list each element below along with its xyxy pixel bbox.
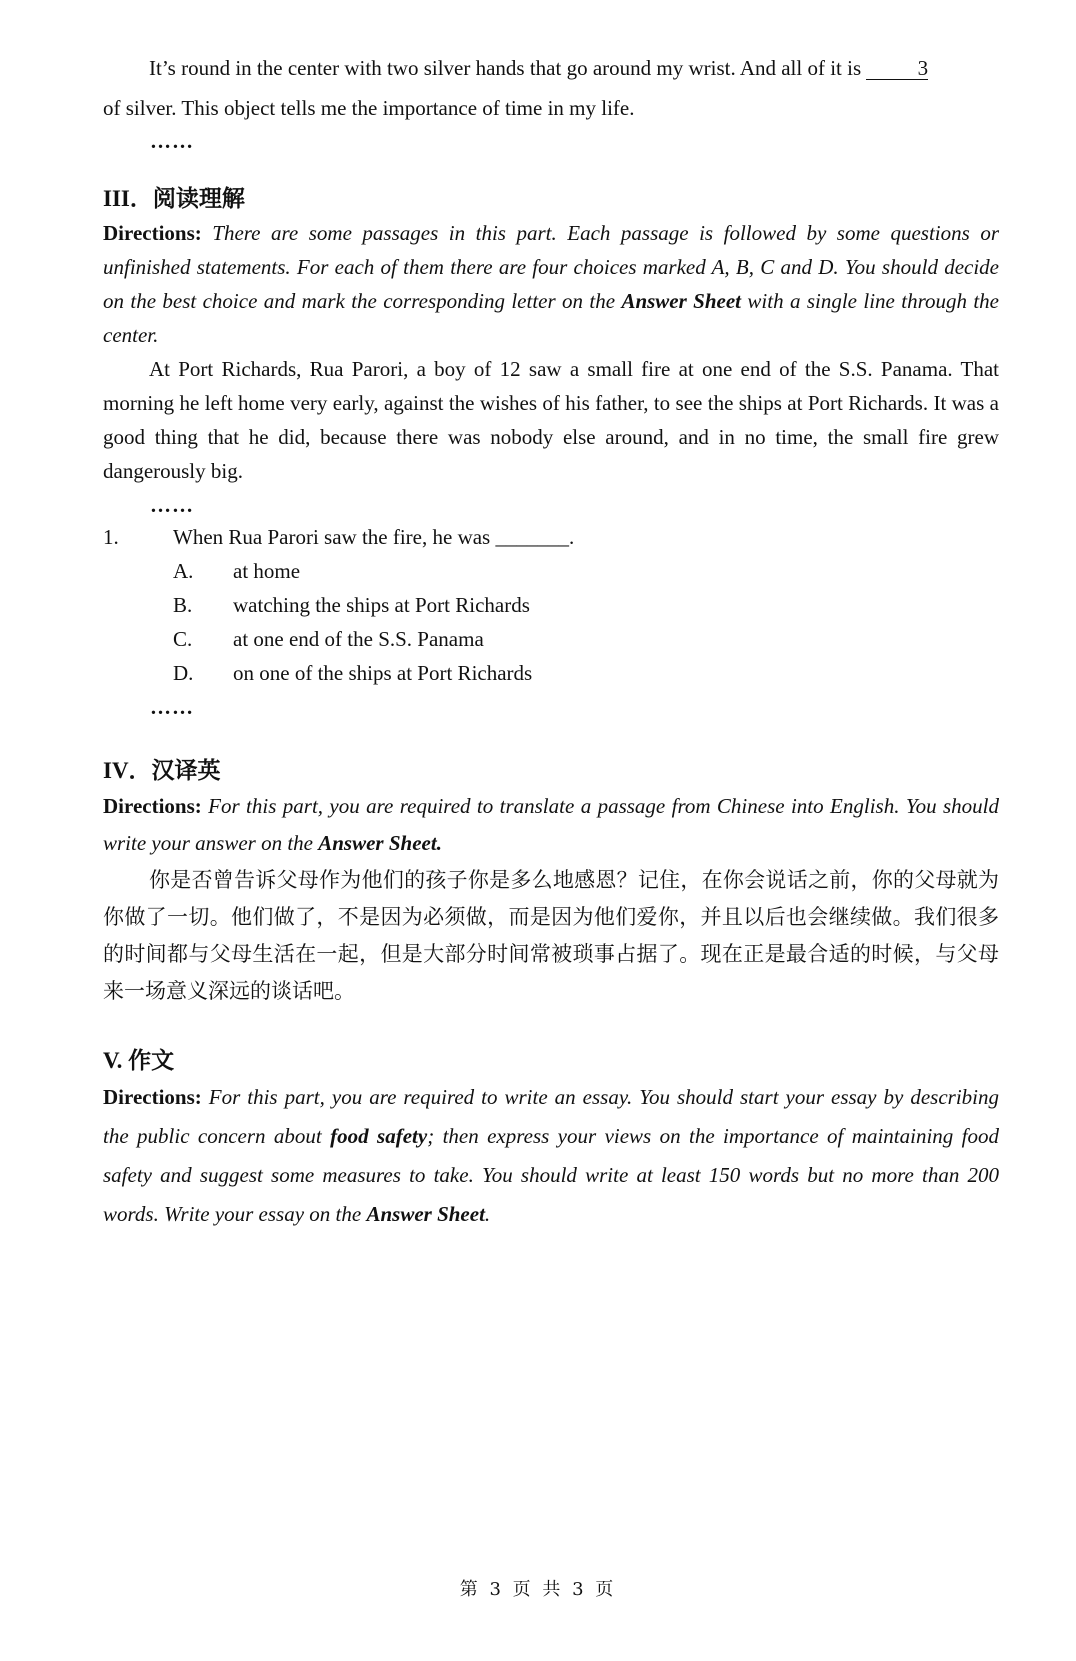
- directions-text-middle: ; then express your views on the importance of maintaining food safety and suggest some measures to take. You should write at least 150 words but no more than 200 words. Write your essay on the: [103, 1124, 999, 1226]
- option-text: at one end of the S.S. Panama: [233, 627, 484, 651]
- top-passage-line2: of silver. This object tells me the importance of time in my life.: [103, 96, 635, 120]
- directions-text: There are some passages in this part. Each passage is followed by some questions or unfinished statements. For each of them there are four choices marked A, B, C and D. You should decide on the best choice and mark the corresponding letter on the: [103, 221, 999, 313]
- directions-text: For this part, you are required to write an essay. You should start your essay by describing the public concern about: [103, 1085, 999, 1148]
- directions-text: For this part, you are required to translate a passage from Chinese into English. You should write your answer on the: [103, 794, 999, 855]
- directions-text-end: .: [484, 1202, 491, 1226]
- directions-text-end: with a single line through the center.: [103, 289, 999, 347]
- chinese-passage: 你是否曾告诉父母作为他们的孩子你是多么地感恩？记住，在你会说话之前，你的父母就为你做了一切。他们做了，不是因为必须做，而是因为他们爱你，并且以后也会继续做。我们很多的时间都与父母生活在一起，但是大部分时间常被琐事占据了。现在正是最合适的时候，与父母来一场意义深远的谈话吧。: [103, 868, 999, 1003]
- directions-label: Directions:: [103, 221, 202, 245]
- option-text: watching the ships at Port Richards: [233, 593, 530, 617]
- question-stem: When Rua Parori saw the fire, he was _______.: [173, 525, 575, 549]
- option-c: [103, 622, 999, 656]
- option-letter: D.: [173, 661, 194, 685]
- option-b: [103, 588, 999, 622]
- page-footer: 第 3 页 共 3 页: [459, 1579, 617, 1600]
- page-content: [103, 48, 999, 1234]
- section-title-reading: III．阅读理解: [103, 186, 245, 211]
- question-1: [103, 520, 999, 554]
- section-title-translation: IV．汉译英: [103, 758, 221, 783]
- directions-label: Directions:: [103, 1085, 202, 1109]
- ellipsis: ……: [150, 129, 194, 153]
- option-letter: C.: [173, 627, 193, 651]
- directions-label: Directions:: [103, 794, 202, 818]
- essay-directions: [103, 1078, 999, 1234]
- option-letter: B.: [173, 593, 193, 617]
- blank-3: [866, 57, 928, 80]
- answer-sheet-emphasis: Answer Sheet: [621, 289, 742, 313]
- option-text: on one of the ships at Port Richards: [233, 661, 533, 685]
- reading-passage: At Port Richards, Rua Parori, a boy of 12 saw a small fire at one end of the S.S. Panama. That morning he left home very early, against the wishes of his father, to see the ships at Port Richards. It was a good thing that he did, because there was nobody else around, and in no time, the small fire grew dangerously big.: [103, 357, 999, 483]
- answer-sheet-emphasis: Answer Sheet: [366, 1202, 485, 1226]
- food-safety-emphasis: food safety: [330, 1124, 428, 1148]
- section-title-essay: V. 作文: [103, 1048, 175, 1073]
- ellipsis: ……: [150, 493, 194, 517]
- question-number: 1.: [103, 525, 119, 549]
- blank-number: 3: [917, 56, 929, 80]
- option-text: at home: [233, 559, 301, 583]
- reading-directions: [103, 216, 999, 352]
- option-a: [103, 554, 999, 588]
- translation-directions: [103, 788, 999, 862]
- answer-sheet-emphasis: Answer Sheet.: [318, 831, 442, 855]
- option-letter: A.: [173, 559, 194, 583]
- ellipsis: ……: [150, 695, 194, 719]
- top-passage-line1: [103, 48, 999, 88]
- top-passage-text: It’s round in the center with two silver hands that go around my wrist. And all of it is: [149, 56, 867, 80]
- option-d: [103, 656, 999, 690]
